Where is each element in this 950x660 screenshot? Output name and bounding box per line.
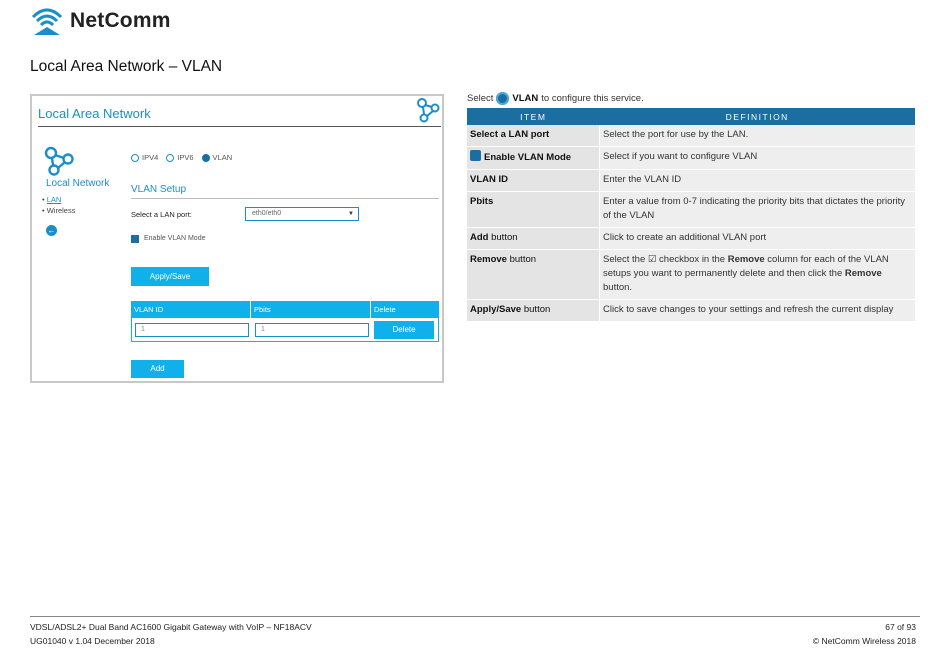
definitions-header [467,108,915,125]
vlan-table [131,301,439,342]
pbits-input[interactable]: 1 [255,323,369,337]
item-definition: Enter the VLAN ID [600,170,916,192]
radio-vlan-label: VLAN [212,153,233,162]
item-definition: Select the port for use by the LAN. [600,125,916,147]
table-row [131,318,439,342]
radio-ipv4[interactable] [131,154,139,162]
header-pbits: Pbits [251,301,371,318]
footer-copyright: © NetComm Wireless 2018 [812,636,916,646]
header-definition: DEFINITION [600,108,916,125]
radio-ipv4-label: IPV4 [142,153,159,162]
local-network-icon [44,146,74,176]
back-arrow-icon[interactable]: ← [47,226,56,235]
sidebar-list [42,194,75,216]
table-row [467,250,915,300]
item-name: Enable VLAN Mode [484,152,572,163]
sidebar-item-lan[interactable]: • LAN [42,195,62,204]
item-name: Pbits [470,196,494,207]
delete-button[interactable]: Delete [374,321,434,339]
vlan-radio-icon [496,92,509,105]
network-icon [416,97,440,123]
table-row [467,170,915,192]
section-title: VLAN Setup [131,184,187,195]
lan-port-value: eth0/eth0 [252,210,282,217]
intro-prefix: Select [467,93,494,104]
item-definition: Click to save changes to your settings and refresh the current display [600,300,916,322]
radio-ipv6[interactable] [166,154,174,162]
table-row [467,300,915,322]
item-name: VLAN ID [470,174,508,185]
item-definition: Click to create an additional VLAN port [600,228,916,250]
item-definition: Select if you want to configure VLAN [600,147,916,170]
lan-port-label: Select a LAN port: [131,210,192,219]
intro-bold: VLAN [512,93,539,104]
radio-vlan[interactable] [202,154,210,162]
add-button[interactable]: Add [131,360,184,378]
apply-save-button[interactable]: Apply/Save [131,267,209,286]
ip-mode-radio-group [131,153,240,162]
item-suffix: button [506,254,537,265]
vlan-id-input[interactable]: 1 [135,323,249,337]
intro-text [467,92,644,105]
table-row [467,192,915,228]
radio-ipv6-label: IPV6 [177,153,194,162]
panel-title: Local Area Network [38,106,151,121]
title-divider [38,126,441,127]
header-delete: Delete [374,305,396,314]
wifi-logo-icon [30,5,64,37]
header-item: ITEM [467,108,600,125]
item-definition: Select the ☑ checkbox in the Remove column for each of the VLAN setups you want to permanently delete and then click the Remove button. [600,250,916,300]
checkbox-icon [470,150,481,161]
netcomm-logo [30,4,171,38]
footer-page-number: 67 of 93 [885,622,916,632]
table-row [467,125,915,147]
sidebar-title: Local Network [46,178,110,189]
footer-version: UG01040 v 1.04 December 2018 [30,636,155,646]
table-row [467,228,915,250]
item-name: Add [470,232,489,243]
table-row [467,147,915,170]
vlan-table-header [131,301,439,318]
intro-suffix: to configure this service. [541,93,644,104]
enable-vlan-checkbox[interactable] [131,235,139,243]
item-suffix: button [488,232,518,243]
item-name: Remove [470,254,507,265]
footer-product: VDSL/ADSL2+ Dual Band AC1600 Gigabit Gateway with VoIP – NF18ACV [30,622,312,632]
item-suffix: button [521,304,551,315]
sidebar-item-wireless[interactable]: • Wireless [42,206,76,215]
logo-text: NetComm [70,9,171,32]
section-divider [131,198,439,199]
header-vlan-id: VLAN ID [131,301,251,318]
definitions-table [467,108,915,322]
lan-port-select[interactable] [245,207,359,221]
footer-divider [30,616,920,617]
chevron-down-icon: ▼ [348,211,354,217]
router-ui-screenshot [30,94,444,383]
page-title: Local Area Network – VLAN [30,58,223,75]
item-name: Select a LAN port [470,129,550,140]
item-name: Apply/Save [470,304,522,315]
enable-vlan-label: Enable VLAN Mode [144,235,206,242]
item-definition: Enter a value from 0-7 indicating the priority bits that dictates the priority of the VLAN [600,192,916,228]
